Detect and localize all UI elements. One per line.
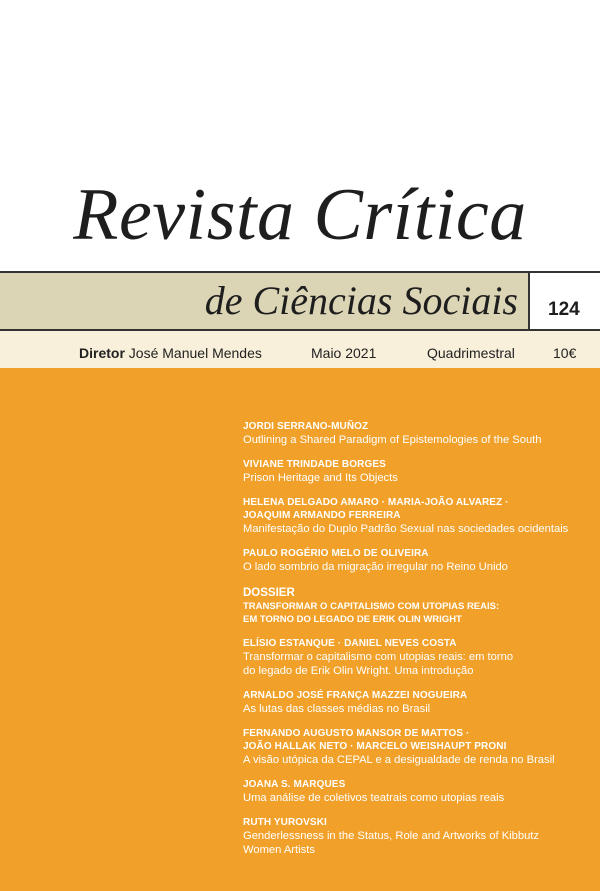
article-author: FERNANDO AUGUSTO MANSOR DE MATTOS · xyxy=(243,728,470,739)
article-title: Genderlessness in the Status, Role and Artworks of Kibbutz xyxy=(243,830,540,842)
journal-title: Revista Crítica xyxy=(73,174,527,256)
dossier-entry xyxy=(243,816,588,857)
article-title: Manifestação do Duplo Padrão Sexual nas sociedades ocidentais xyxy=(243,523,569,535)
dossier-title-line: EM TORNO DO LEGADO DE ERIK OLIN WRIGHT xyxy=(243,614,462,625)
article-entry xyxy=(243,547,588,574)
director-line xyxy=(79,345,262,361)
dossier-entry xyxy=(243,727,588,767)
article-title: Outlining a Shared Paradigm of Epistemologies of the South xyxy=(243,434,542,446)
director-label: Diretor xyxy=(79,345,125,361)
dossier-entry xyxy=(243,689,588,716)
article-title-continued: do legado de Erik Olin Wright. Uma introdução xyxy=(243,665,474,677)
article-author: PAULO ROGÉRIO MELO DE OLIVEIRA xyxy=(243,548,429,559)
article-author: ELÍSIO ESTANQUE · DANIEL NEVES COSTA xyxy=(243,638,457,649)
issue-date: Maio 2021 xyxy=(311,345,377,361)
article-author-continued: JOAQUIM ARMANDO FERREIRA xyxy=(243,510,401,521)
article-author-continued: JOÃO HALLAK NETO · MARCELO WEISHAUPT PRONI xyxy=(243,741,507,752)
article-author: RUTH YUROVSKI xyxy=(243,817,327,828)
article-title-continued: Women Artists xyxy=(243,844,315,856)
dossier-entry xyxy=(243,778,588,805)
article-title: O lado sombrio da migração irregular no Reino Unido xyxy=(243,561,508,573)
table-of-contents xyxy=(243,420,588,868)
dossier-title xyxy=(243,600,588,626)
article-entry xyxy=(243,496,588,536)
article-author: JOANA S. MARQUES xyxy=(243,779,346,790)
dossier-title-line: TRANSFORMAR O CAPITALISMO COM UTOPIAS REAIS: xyxy=(243,601,500,612)
article-title: Transformar o capitalismo com utopias reais: em torno xyxy=(243,651,514,663)
dossier-entry xyxy=(243,637,588,678)
issue-price: 10€ xyxy=(553,345,577,361)
article-author: ARNALDO JOSÉ FRANÇA MAZZEI NOGUEIRA xyxy=(243,690,468,701)
issue-number: 124 xyxy=(548,299,580,320)
article-title: A visão utópica da CEPAL e a desigualdade de renda no Brasil xyxy=(243,754,555,766)
article-entry xyxy=(243,458,588,485)
journal-subtitle: de Ciências Sociais xyxy=(204,278,518,323)
issue-frequency: Quadrimestral xyxy=(427,345,515,361)
dossier-label: DOSSIER xyxy=(243,587,295,599)
article-author: VIVIANE TRINDADE BORGES xyxy=(243,459,386,470)
info-band xyxy=(0,331,600,368)
issue-box xyxy=(528,273,600,330)
article-author: HELENA DELGADO AMARO · MARIA-JOÃO ALVAREZ · xyxy=(243,497,509,508)
article-title: As lutas das classes médias no Brasil xyxy=(243,703,431,715)
article-title: Prison Heritage and Its Objects xyxy=(243,472,398,484)
article-author: JORDI SERRANO-MUÑOZ xyxy=(243,421,369,432)
article-title: Uma análise de coletivos teatrais como utopias reais xyxy=(243,792,505,804)
director-name: José Manuel Mendes xyxy=(128,345,262,361)
article-entry xyxy=(243,420,588,447)
subtitle-band xyxy=(0,273,528,330)
